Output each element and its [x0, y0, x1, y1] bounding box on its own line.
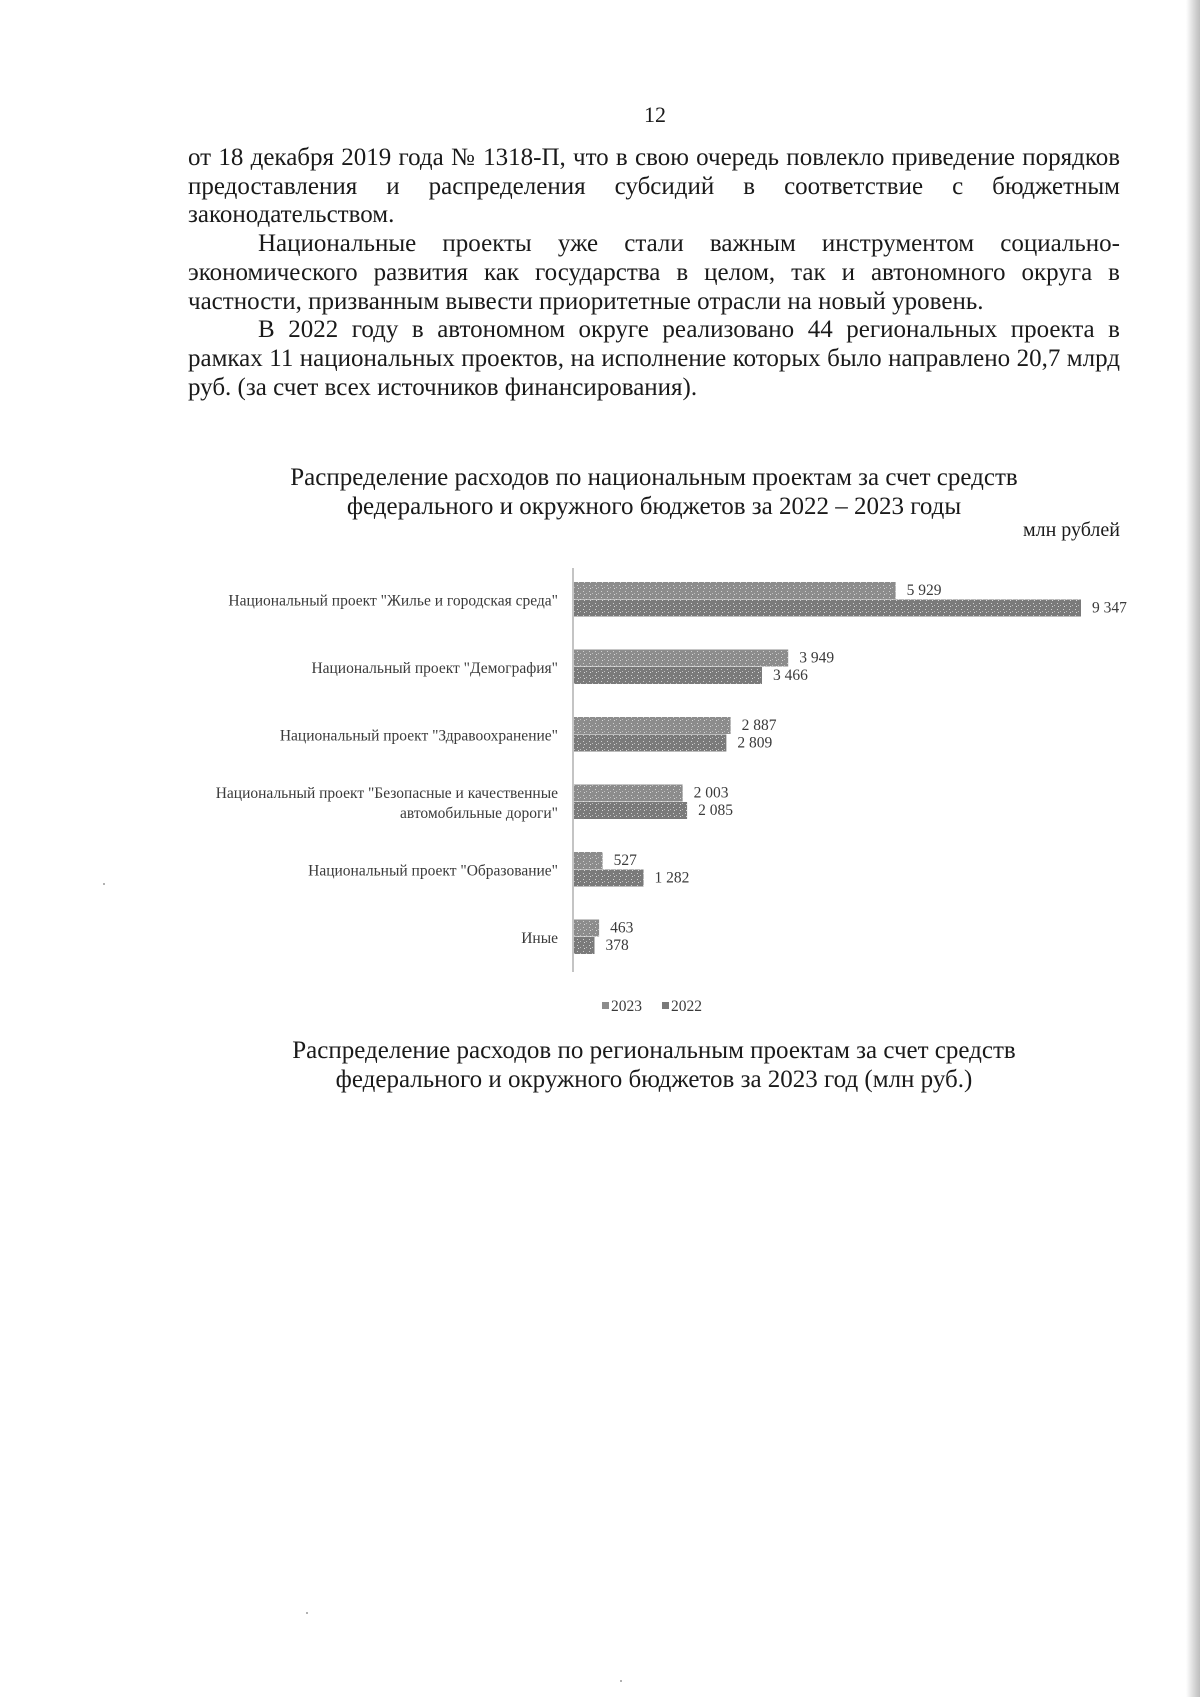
scan-speck	[620, 1680, 622, 1682]
category-label	[311, 660, 558, 677]
regional-chart-title-line: Распределение расходов по региональным проектам за счет средств	[292, 1037, 1016, 1064]
category-label-line: Национальный проект "Демография"	[311, 660, 558, 677]
data-label-2022: 1 282	[654, 869, 690, 887]
category-label	[521, 930, 558, 947]
data-label-2022: 2 085	[698, 802, 733, 819]
bar-texture	[574, 600, 1081, 617]
legend-swatch	[662, 1002, 669, 1009]
data-label-2022: 9 347	[1092, 599, 1127, 617]
category-label	[280, 728, 558, 745]
bar-texture	[574, 937, 595, 954]
category-label-line: Национальный проект "Образование"	[308, 862, 558, 880]
category-label-line: Национальный проект "Жилье и городская среда"	[228, 592, 558, 610]
data-label-2022: 2 809	[737, 734, 773, 752]
regional-chart-title-line: федерального и окружного бюджетов за 2023 год (млн руб.)	[335, 1065, 973, 1093]
category-label-line: Национальный проект "Безопасные и качественные	[215, 785, 558, 802]
bar-texture	[574, 870, 644, 887]
data-label-2023: 2 887	[741, 717, 777, 734]
category-label-line: автомобильные дороги"	[400, 805, 558, 822]
category-label-line: Иные	[521, 930, 558, 947]
data-label-2023: 463	[610, 919, 634, 937]
bar-chart	[0, 560, 1200, 1030]
paragraph: Национальные проекты уже стали важным инструментом социально-экономического развития как государства в целом, так и автономного округа в частности, призванным вывести приоритетные отрасли на новый уровень.	[188, 230, 1120, 315]
bar-texture	[574, 920, 599, 937]
bar-texture	[574, 852, 603, 869]
category-label-line: Национальный проект "Здравоохранение"	[279, 727, 558, 745]
data-label-2022: 3 466	[773, 667, 808, 684]
legend-label: 2023	[611, 998, 642, 1015]
data-label-2022: 378	[605, 937, 629, 954]
bar-texture	[574, 650, 788, 667]
data-label-2023: 3 949	[799, 649, 835, 667]
category-label	[216, 785, 558, 822]
bar-texture	[574, 802, 687, 819]
data-label-2023: 5 929	[906, 582, 942, 599]
chart-title-line: федерального и окружного бюджетов за 2022 – 2023 годы	[346, 492, 962, 520]
bar-texture	[574, 717, 731, 734]
data-label-2023: 527	[613, 852, 637, 869]
bar-texture	[574, 785, 683, 802]
body-text	[188, 144, 1120, 402]
category-label	[308, 863, 558, 880]
units-label: млн рублей	[1022, 519, 1120, 541]
data-label-2023: 2 003	[693, 784, 729, 802]
bar-texture	[574, 667, 762, 684]
paragraph: В 2022 году в автономном округе реализовано 44 региональных проекта в рамках 11 национальных проектов, на исполнение которых было направлено 20,7 млрд руб. (за счет всех источников финансирования).	[188, 316, 1120, 401]
bar-texture	[574, 735, 726, 752]
category-label	[228, 593, 558, 610]
legend-swatch	[602, 1002, 609, 1009]
scan-speck	[306, 1612, 308, 1614]
paragraph: от 18 декабря 2019 года № 1318-П, что в свою очередь повлекло приведение порядков предоставления и распределения субсидий в соответствие с бюджетным законодательством.	[188, 144, 1120, 229]
scan-speck	[103, 883, 105, 885]
bar-texture	[574, 582, 896, 599]
regional-chart-title	[188, 1037, 1120, 1094]
page-number: 12	[644, 102, 666, 127]
chart-title	[188, 464, 1120, 521]
legend-label: 2022	[671, 998, 702, 1015]
chart-title-line: Распределение расходов по национальным проектам за счет средств	[290, 464, 1018, 491]
